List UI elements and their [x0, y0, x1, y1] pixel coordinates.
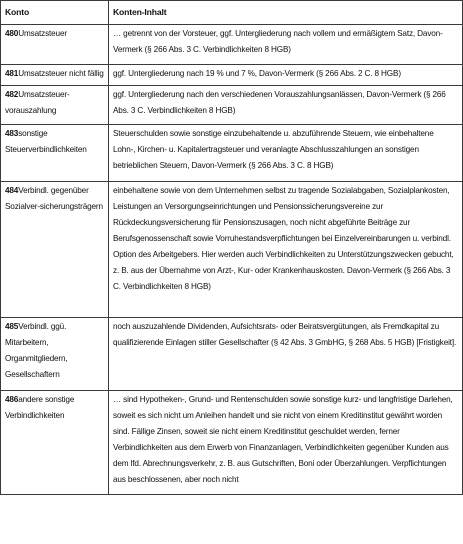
konto-cell: [1, 182, 109, 318]
konto-inhalt: … sind Hypotheken-, Grund- und Rentenschulden sowie sonstige kurz- und langfristige Darlehen, soweit es sich nicht um Anleihen handelt und sie nicht von einem Kreditinstitut gewährt worden sind. Fällige Zinsen, soweit sie nicht einem Kreditinstitut geschuldet werden, ferner Verbindlichkeiten aus dem Erwerb von Finanzanlagen, Verbindlichkeiten gegenüber Kunden aus dem lfd. Abrechnungsverkehr, z. B. aus Gutschriften, Boni oder Überzahlungen. Verpflichtungen aus beschlossenen, aber noch nicht: [109, 391, 463, 495]
table-header-row: [1, 1, 463, 25]
konto-number: 481: [5, 69, 19, 78]
konto-inhalt: Steuerschulden sowie sonstige einzubehaltende u. abzuführende Steuern, wie einbehaltene Lohn-, Kirchen- u. Kapitalertragsteuer und veranlagte Abschlusszahlungen an sonstigen betrieblichen Steuern, Davon-Vermerk (§ 266 Abs. 3 C. 8 HGB): [109, 125, 463, 182]
konto-number: 486: [5, 395, 19, 404]
konto-cell: [1, 391, 109, 495]
konto-cell: [1, 25, 109, 65]
konto-cell: [1, 65, 109, 86]
konto-number: 482: [5, 90, 19, 99]
konto-name: Umsatzsteuer nicht fällig: [18, 69, 104, 78]
table-row: [1, 86, 463, 125]
konto-name: Umsatzsteuer: [18, 29, 67, 38]
konto-number: 480: [5, 29, 19, 38]
table-row: [1, 125, 463, 182]
konto-name: Verbindl. ggü. Mitarbeitern, Organmitgliedern, Gesellschaftern: [5, 322, 68, 379]
table-row: [1, 318, 463, 391]
konto-name: Verbindl. gegenüber Sozialver-sicherungsträgern: [5, 186, 103, 211]
konto-number: 483: [5, 129, 19, 138]
konto-name: sonstige Steuerverbindlichkeiten: [5, 129, 87, 154]
table-row: [1, 25, 463, 65]
konto-cell: [1, 318, 109, 391]
konto-name: andere sonstige Verbindlichkeiten: [5, 395, 75, 420]
konto-cell: [1, 86, 109, 125]
konto-inhalt: noch auszuzahlende Dividenden, Aufsichtsrats- oder Beiratsvergütungen, als Fremdkapital zu qualifizierende Einlagen stiller Gesellschafter (§ 42 Abs. 3 GmbHG, § 268 Abs. 5 HGB) [Fristigkeit].: [109, 318, 463, 391]
konto-inhalt: … getrennt von der Vorsteuer, ggf. Untergliederung nach vollem und ermäßigtem Satz, Davon-Vermerk (§ 266 Abs. 3 C. Verbindlichkeiten 8 HGB): [109, 25, 463, 65]
table-row: [1, 65, 463, 86]
konto-number: 484: [5, 186, 19, 195]
konto-inhalt: einbehaltene sowie von dem Unternehmen selbst zu tragende Sozialabgaben, Sozialplankosten, Leistungen an Versorgungseinrichtungen und Pensionssicherungsvereine zur Rückdeckungsversicherung für Pensionszusagen, noch nicht abgeführte Beiträge zur Berufsgenossenschaft sowie Vorruhestandsverpflichtungen bei Einzelvereinbarungen u. verbindl. Option des Arbeitgebers. Hier werden auch Verbindlichkeiten zu Unterstützungszwecken gebucht, z. B. aus der Übernahme von Arzt-, Kur- oder Krankenhauskosten. Davon-Vermerk (§ 266 Abs. 3 C. Verbindlichkeiten 8 HGB): [109, 182, 463, 318]
konto-inhalt: ggf. Untergliederung nach 19 % und 7 %, Davon-Vermerk (§ 266 Abs. 2 C. 8 HGB): [109, 65, 463, 86]
column-header-inhalt: Konten-Inhalt: [109, 1, 463, 25]
column-header-konto: Konto: [1, 1, 109, 25]
konto-number: 485: [5, 322, 19, 331]
table-row: [1, 391, 463, 495]
konto-inhalt: ggf. Untergliederung nach den verschiedenen Vorauszahlungsanlässen, Davon-Vermerk (§ 266 Abs. 3 C. Verbindlichkeiten 8 HGB): [109, 86, 463, 125]
konto-name: Umsatzsteuer-vorauszahlung: [5, 90, 70, 115]
konto-cell: [1, 125, 109, 182]
table-row: [1, 182, 463, 318]
